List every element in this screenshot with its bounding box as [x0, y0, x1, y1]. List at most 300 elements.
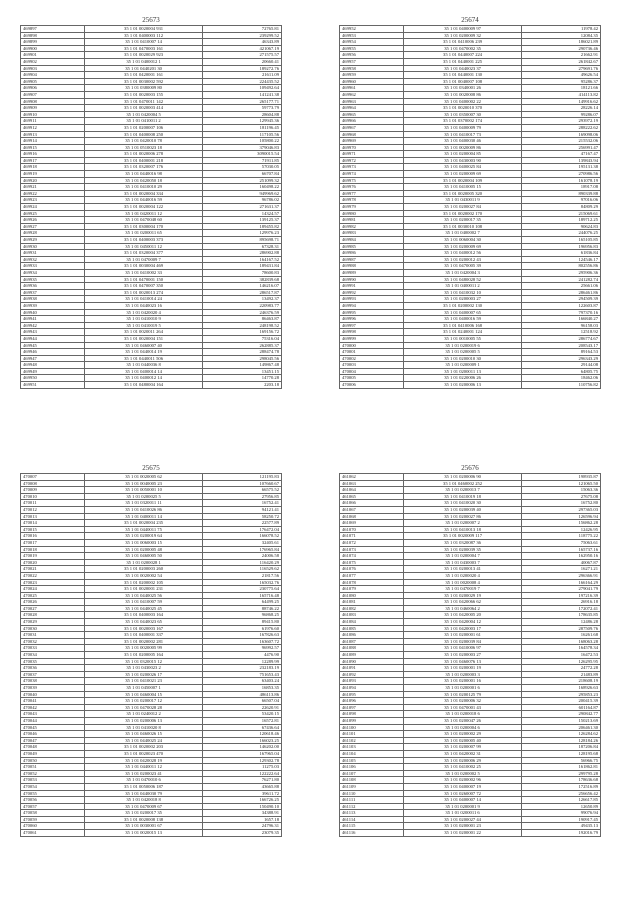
value-cell: 129945.36 [203, 118, 282, 125]
table-row [340, 65, 601, 72]
table-row [340, 368, 601, 375]
record-id-cell: 461075 [340, 559, 404, 566]
table-row [340, 757, 601, 764]
record-id-cell: 470039 [21, 685, 85, 692]
cadastral-number-cell: 35 1 01 0400003 112 [84, 32, 202, 39]
record-id-cell: 469953 [340, 32, 404, 39]
table-row [340, 230, 601, 237]
value-cell: 149867.48 [203, 362, 282, 369]
record-id-cell: 461116 [340, 830, 404, 837]
record-id-cell: 470006 [340, 382, 404, 389]
record-id-cell: 469952 [340, 26, 404, 33]
table-row [21, 342, 282, 349]
record-id-cell: 461088 [340, 645, 404, 652]
value-cell: 21611.09 [203, 72, 282, 79]
table-row [21, 797, 282, 804]
record-id-cell: 470025 [21, 592, 85, 599]
record-id-cell: 469982 [340, 223, 404, 230]
value-cell: 2203.18 [203, 382, 282, 389]
value-cell: 165105.85 [522, 237, 601, 244]
table-row [21, 546, 282, 553]
record-id-cell: 469983 [340, 230, 404, 237]
cadastral-number-cell: 35 1 01 0410010 29 [84, 184, 202, 191]
cadastral-number-cell: 35 1 01 0400002 22 [403, 98, 521, 105]
record-id-cell: 461111 [340, 797, 404, 804]
record-id-cell: 470045 [21, 724, 85, 731]
table-row [21, 309, 282, 316]
table-row [21, 474, 282, 481]
record-id-cell: 469959 [340, 72, 404, 79]
record-id-cell: 461082 [340, 605, 404, 612]
cadastral-number-cell: 35 1 01 0470003 161 [84, 45, 202, 52]
record-id-cell: 470007 [21, 474, 85, 481]
value-cell: 299795.28 [522, 770, 601, 777]
record-id-cell: 461073 [340, 546, 404, 553]
value-cell: 290736.46 [522, 45, 601, 52]
value-cell: 11978.42 [522, 26, 601, 33]
value-cell: 287509.76 [522, 625, 601, 632]
record-id-cell: 470058 [21, 810, 85, 817]
value-cell: 163607.72 [203, 638, 282, 645]
cadastral-number-cell: 35 1 01 0400007 19 [403, 783, 521, 790]
record-id-cell: 469999 [340, 335, 404, 342]
record-id-cell: 469922 [21, 190, 85, 197]
table-row [340, 58, 601, 65]
cadastral-number-cell: 35 1 01 0400011 2 [403, 283, 521, 290]
table-row [21, 256, 282, 263]
value-cell: 57030.05 [203, 164, 282, 171]
value-cell: 64499.25 [203, 599, 282, 606]
table-row [340, 737, 601, 744]
table-row [340, 474, 601, 481]
table-row [21, 237, 282, 244]
record-id-cell: 461067 [340, 506, 404, 513]
cadastral-number-cell: 35 1 01 0200005 40 [403, 737, 521, 744]
value-cell: 16271.21 [522, 566, 601, 573]
value-cell: 161078.19 [522, 177, 601, 184]
record-id-cell: 469986 [340, 250, 404, 257]
table-row [21, 777, 282, 784]
table-row [21, 711, 282, 718]
value-cell: 181196.45 [203, 124, 282, 131]
record-id-cell: 461100 [340, 724, 404, 731]
record-id-cell: 469996 [340, 316, 404, 323]
value-cell: 122603.87 [522, 302, 601, 309]
record-id-cell: 469939 [21, 302, 85, 309]
cadastral-number-cell: 35 1 01 0410014 24 [84, 296, 202, 303]
cadastral-number-cell: 35 1 01 0400025 84 [403, 164, 521, 171]
cadastral-number-cell: 35 1 01 0020009 86 [403, 144, 521, 151]
record-id-cell: 469898 [21, 32, 85, 39]
value-cell: 286774.67 [522, 335, 601, 342]
value-cell: 28226.14 [522, 105, 601, 112]
cadastral-number-cell: 35 1 01 0470009 7 [84, 256, 202, 263]
value-cell: 84809.29 [522, 204, 601, 211]
table-row [340, 790, 601, 797]
cadastral-number-cell: 35 1 01 0320004 377 [84, 250, 202, 257]
record-id-cell: 461086 [340, 632, 404, 639]
table-row [340, 210, 601, 217]
table-row [340, 731, 601, 738]
record-id-cell: 461076 [340, 566, 404, 573]
table-row [340, 645, 601, 652]
register-page [339, 15, 601, 389]
record-id-cell: 470022 [21, 572, 85, 579]
cadastral-number-cell: 35 1 01 0440001 130 [403, 72, 521, 79]
cadastral-number-cell: 35 1 01 0450011 12 [84, 243, 202, 250]
table-row [21, 177, 282, 184]
value-cell: 215532.06 [522, 138, 601, 145]
table-row [21, 658, 282, 665]
record-id-cell: 461115 [340, 823, 404, 830]
record-id-cell: 461074 [340, 553, 404, 560]
table-row [21, 375, 282, 382]
table-row [21, 263, 282, 270]
record-id-cell: 461109 [340, 783, 404, 790]
cadastral-number-cell: 35 1 01 0020004 151 [84, 335, 202, 342]
value-cell: 149916.62 [522, 98, 601, 105]
cadastral-number-cell: 35 1 01 0200039 84 [403, 638, 521, 645]
cadastral-number-cell: 35 1 01 0200009 69 [403, 171, 521, 178]
record-id-cell: 470054 [21, 783, 85, 790]
value-cell: 128195.68 [522, 750, 601, 757]
value-cell: 232183.19 [203, 665, 282, 672]
cadastral-number-cell: 35 1 01 0340001 26 [403, 85, 521, 92]
record-id-cell: 469971 [340, 151, 404, 158]
value-cell: 16472.53 [522, 652, 601, 659]
cadastral-number-cell: 35 1 01 0200002 96 [403, 777, 521, 784]
record-id-cell: 470053 [21, 777, 85, 784]
table-row [340, 349, 601, 356]
record-id-cell: 461094 [340, 685, 404, 692]
record-id-cell: 470038 [21, 678, 85, 685]
record-id-cell: 470014 [21, 520, 85, 527]
record-id-cell: 461078 [340, 579, 404, 586]
value-cell: 186021.89 [522, 39, 601, 46]
table-row [21, 770, 282, 777]
value-cell: 166726.25 [203, 797, 282, 804]
register-table [339, 473, 601, 837]
value-cell: 296366.91 [522, 572, 601, 579]
table-row [21, 138, 282, 145]
value-cell: 61836.84 [522, 250, 601, 257]
record-id-cell: 461089 [340, 652, 404, 659]
table-row [21, 671, 282, 678]
value-cell: 196956.83 [522, 243, 601, 250]
table-row [21, 190, 282, 197]
record-id-cell: 469992 [340, 289, 404, 296]
table-row [340, 678, 601, 685]
cadastral-number-cell: 35 1 01 0200019 6 [403, 342, 521, 349]
value-cell: 189455.82 [203, 223, 282, 230]
table-row [21, 691, 282, 698]
record-id-cell: 469919 [21, 171, 85, 178]
register-table [20, 25, 282, 389]
cadastral-number-cell: 35 1 01 0200001 19 [403, 665, 521, 672]
value-cell: 178635.85 [522, 612, 601, 619]
cadastral-number-cell: 35 1 01 0200001 16 [403, 678, 521, 685]
table-row [340, 533, 601, 540]
record-id-cell: 461103 [340, 744, 404, 751]
table-row [21, 757, 282, 764]
value-cell: 124546.17 [522, 256, 601, 263]
value-cell: 246376.59 [203, 309, 282, 316]
cadastral-number-cell: 35 1 01 0440011 12 [84, 764, 202, 771]
table-row [340, 698, 601, 705]
table-row [340, 26, 601, 33]
cadastral-number-cell: 35 1 01 0030010 108 [403, 223, 521, 230]
record-id-cell: 469938 [21, 296, 85, 303]
cadastral-number-cell: 35 1 01 0020006 278 [84, 151, 202, 158]
value-cell: 12084.35 [522, 32, 601, 39]
record-id-cell: 461065 [340, 493, 404, 500]
record-id-cell: 469940 [21, 309, 85, 316]
record-id-cell: 461104 [340, 750, 404, 757]
record-id-cell: 461079 [340, 586, 404, 593]
value-cell: 141241.38 [203, 91, 282, 98]
value-cell: 107660.67 [203, 480, 282, 487]
cadastral-number-cell: 35 1 01 0050006 187 [84, 783, 202, 790]
table-row [340, 487, 601, 494]
table-row [21, 144, 282, 151]
value-cell: 18121.66 [522, 85, 601, 92]
record-id-cell: 469941 [21, 316, 85, 323]
table-row [21, 230, 282, 237]
value-cell: 146216.07 [203, 283, 282, 290]
record-id-cell: 470030 [21, 625, 85, 632]
value-cell: 118775.22 [522, 533, 601, 540]
value-cell: 414113.82 [522, 91, 601, 98]
cadastral-number-cell: 35 1 01 0410032 10 [403, 289, 521, 296]
record-id-cell: 469927 [21, 223, 85, 230]
cadastral-number-cell: 35 1 01 0400007 14 [403, 797, 521, 804]
record-id-cell: 470009 [21, 487, 85, 494]
value-cell: 271575.57 [203, 52, 282, 59]
record-id-cell: 469913 [21, 131, 85, 138]
value-cell: 49435.13 [522, 823, 601, 830]
cadastral-number-cell: 35 1 01 0200002 130 [403, 302, 521, 309]
table-row [340, 177, 601, 184]
record-id-cell: 469965 [340, 111, 404, 118]
record-id-cell: 470036 [21, 665, 85, 672]
record-id-cell: 469948 [21, 362, 85, 369]
table-row [340, 164, 601, 171]
table-row [340, 124, 601, 131]
value-cell: 56966.75 [522, 757, 601, 764]
cadastral-number-cell: 35 1 01 0020003 155 [84, 91, 202, 98]
cadastral-number-cell: 35 1 01 0200003 27 [403, 652, 521, 659]
record-id-cell: 470046 [21, 731, 85, 738]
table-row [21, 500, 282, 507]
value-cell: 14324.57 [203, 210, 282, 217]
cadastral-number-cell: 35 1 01 0200006 29 [403, 757, 521, 764]
table-row [21, 197, 282, 204]
cadastral-number-cell: 35 1 01 0200006 13 [403, 382, 521, 389]
cadastral-number-cell: 35 1 01 0240012 2 [84, 711, 202, 718]
table-row [340, 269, 601, 276]
value-cell: 24772.28 [522, 665, 601, 672]
cadastral-number-cell: 35 1 01 0420020 4 [84, 309, 202, 316]
value-cell: 126295.95 [522, 658, 601, 665]
table-row [21, 118, 282, 125]
record-id-cell: 461081 [340, 599, 404, 606]
cadastral-number-cell: 35 1 01 0460005 50 [84, 553, 202, 560]
record-id-cell: 469918 [21, 164, 85, 171]
value-cell: 96992.57 [203, 645, 282, 652]
cadastral-number-cell: 35 1 01 0400011 14 [84, 513, 202, 520]
cadastral-number-cell: 35 1 01 0410006 168 [403, 322, 521, 329]
cadastral-number-cell: 35 1 01 0480028 52 [403, 276, 521, 283]
record-id-cell: 469970 [340, 144, 404, 151]
record-id-cell: 470056 [21, 797, 85, 804]
table-row [340, 619, 601, 626]
record-id-cell: 461066 [340, 500, 404, 507]
cadastral-number-cell: 35 1 01 0200004 6 [403, 724, 521, 731]
value-cell: 75316.04 [203, 335, 282, 342]
cadastral-number-cell: 35 1 01 0020023 470 [84, 750, 202, 757]
cadastral-number-cell: 35 1 01 0410020 8 [84, 724, 202, 731]
cadastral-number-cell: 35 1 01 0200001 23 [403, 823, 521, 830]
record-id-cell: 469995 [340, 309, 404, 316]
table-row [340, 750, 601, 757]
value-cell: 16261.68 [522, 632, 601, 639]
cadastral-number-cell: 35 1 01 0200009 32 [403, 32, 521, 39]
cadastral-number-cell: 35 1 01 0470019 7 [403, 586, 521, 593]
value-cell: 32405.61 [203, 539, 282, 546]
table-row [21, 65, 282, 72]
cadastral-number-cell: 35 1 01 0420005 20 [403, 612, 521, 619]
record-id-cell: 469979 [340, 204, 404, 211]
cadastral-number-cell: 35 1 01 0410010 9 [84, 316, 202, 323]
value-cell: 176472.04 [203, 526, 282, 533]
record-id-cell: 470016 [21, 533, 85, 540]
record-id-cell: 470013 [21, 513, 85, 520]
table-row [21, 210, 282, 217]
value-cell: 251099.32 [203, 177, 282, 184]
record-id-cell: 470042 [21, 704, 85, 711]
value-cell: 16752.41 [203, 500, 282, 507]
record-id-cell: 470027 [21, 605, 85, 612]
value-cell: 129302.78 [203, 757, 282, 764]
record-id-cell: 470037 [21, 671, 85, 678]
table-row [340, 579, 601, 586]
table-row [340, 797, 601, 804]
value-cell: 28604.88 [203, 111, 282, 118]
value-cell: 187206.84 [522, 744, 601, 751]
record-id-cell: 469958 [340, 65, 404, 72]
value-cell: 96868.25 [203, 612, 282, 619]
value-cell: 241282.74 [522, 276, 601, 283]
cadastral-number-cell: 35 1 01 0400014 14 [84, 368, 202, 375]
record-id-cell: 461112 [340, 803, 404, 810]
record-id-cell: 469956 [340, 52, 404, 59]
table-row [340, 190, 601, 197]
table-row [21, 744, 282, 751]
cadastral-number-cell: 35 1 01 0400008 250 [84, 131, 202, 138]
record-id-cell: 469932 [21, 256, 85, 263]
table-row [340, 197, 601, 204]
record-id-cell: 469945 [21, 342, 85, 349]
cadastral-number-cell: 35 1 01 0030002 592 [84, 78, 202, 85]
record-id-cell: 461096 [340, 698, 404, 705]
table-row [340, 217, 601, 224]
table-row [340, 572, 601, 579]
record-id-cell: 470020 [21, 559, 85, 566]
value-cell: 895698.71 [203, 237, 282, 244]
table-row [340, 52, 601, 59]
value-cell: 279041.79 [522, 586, 601, 593]
record-id-cell: 469897 [21, 26, 85, 33]
cadastral-number-cell: 35 1 01 0420028 19 [84, 757, 202, 764]
record-id-cell: 469966 [340, 118, 404, 125]
cadastral-number-cell: 35 1 01 0410013 18 [403, 526, 521, 533]
table-row [340, 237, 601, 244]
value-cell: 189712.25 [522, 217, 601, 224]
record-id-cell: 470052 [21, 770, 85, 777]
table-row [340, 652, 601, 659]
cadastral-number-cell: 35 1 01 0420018 8 [84, 797, 202, 804]
value-cell: 176965.84 [203, 546, 282, 553]
record-id-cell: 469925 [21, 210, 85, 217]
value-cell: 26916.18 [522, 599, 601, 606]
value-cell: 18462.06 [522, 375, 601, 382]
value-cell: 296343.29 [522, 355, 601, 362]
table-row [340, 335, 601, 342]
record-id-cell: 461114 [340, 816, 404, 823]
table-row [340, 638, 601, 645]
record-id-cell: 469935 [21, 276, 85, 283]
cadastral-number-cell: 35 1 01 0200006 90 [403, 474, 521, 481]
value-cell: 122222.64 [203, 770, 282, 777]
record-id-cell: 469899 [21, 39, 85, 46]
record-id-cell: 470033 [21, 645, 85, 652]
table-row [340, 526, 601, 533]
cadastral-number-cell: 35 1 01 0040005 23 [84, 480, 202, 487]
cadastral-number-cell: 35 1 01 0020004 235 [84, 520, 202, 527]
record-id-cell: 469912 [21, 124, 85, 131]
record-id-cell: 470004 [340, 368, 404, 375]
table-row [340, 520, 601, 527]
value-cell: 16752.80 [522, 500, 601, 507]
cadastral-number-cell: 35 1 01 0260007 72 [403, 790, 521, 797]
value-cell: 601164.87 [522, 704, 601, 711]
value-cell: 49626.54 [522, 72, 601, 79]
value-cell: 12650.89 [522, 803, 601, 810]
cadastral-number-cell: 35 1 01 0440016 98 [84, 171, 202, 178]
table-row [21, 368, 282, 375]
cadastral-number-cell: 35 1 01 0420011 12 [84, 210, 202, 217]
record-id-cell: 470061 [21, 830, 85, 837]
record-id-cell: 470035 [21, 658, 85, 665]
record-id-cell: 470057 [21, 803, 85, 810]
cadastral-number-cell: 35 1 01 0440023 16 [84, 302, 202, 309]
cadastral-number-cell: 35 1 01 0420004 12 [403, 619, 521, 626]
value-cell: 261842.67 [522, 58, 601, 65]
cadastral-number-cell: 35 1 01 0200001 9 [403, 803, 521, 810]
value-cell: 166164.29 [522, 579, 601, 586]
table-row [21, 250, 282, 257]
value-cell: 121065.50 [522, 480, 601, 487]
value-cell: 208543.17 [522, 342, 601, 349]
cadastral-number-cell: 35 1 01 0470007 350 [84, 283, 202, 290]
cadastral-number-cell: 35 1 01 0200004 85 [403, 151, 521, 158]
table-row [21, 737, 282, 744]
value-cell: 105800.22 [203, 138, 282, 145]
table-row [340, 777, 601, 784]
table-row [21, 289, 282, 296]
table-row [340, 250, 601, 257]
table-row [21, 632, 282, 639]
